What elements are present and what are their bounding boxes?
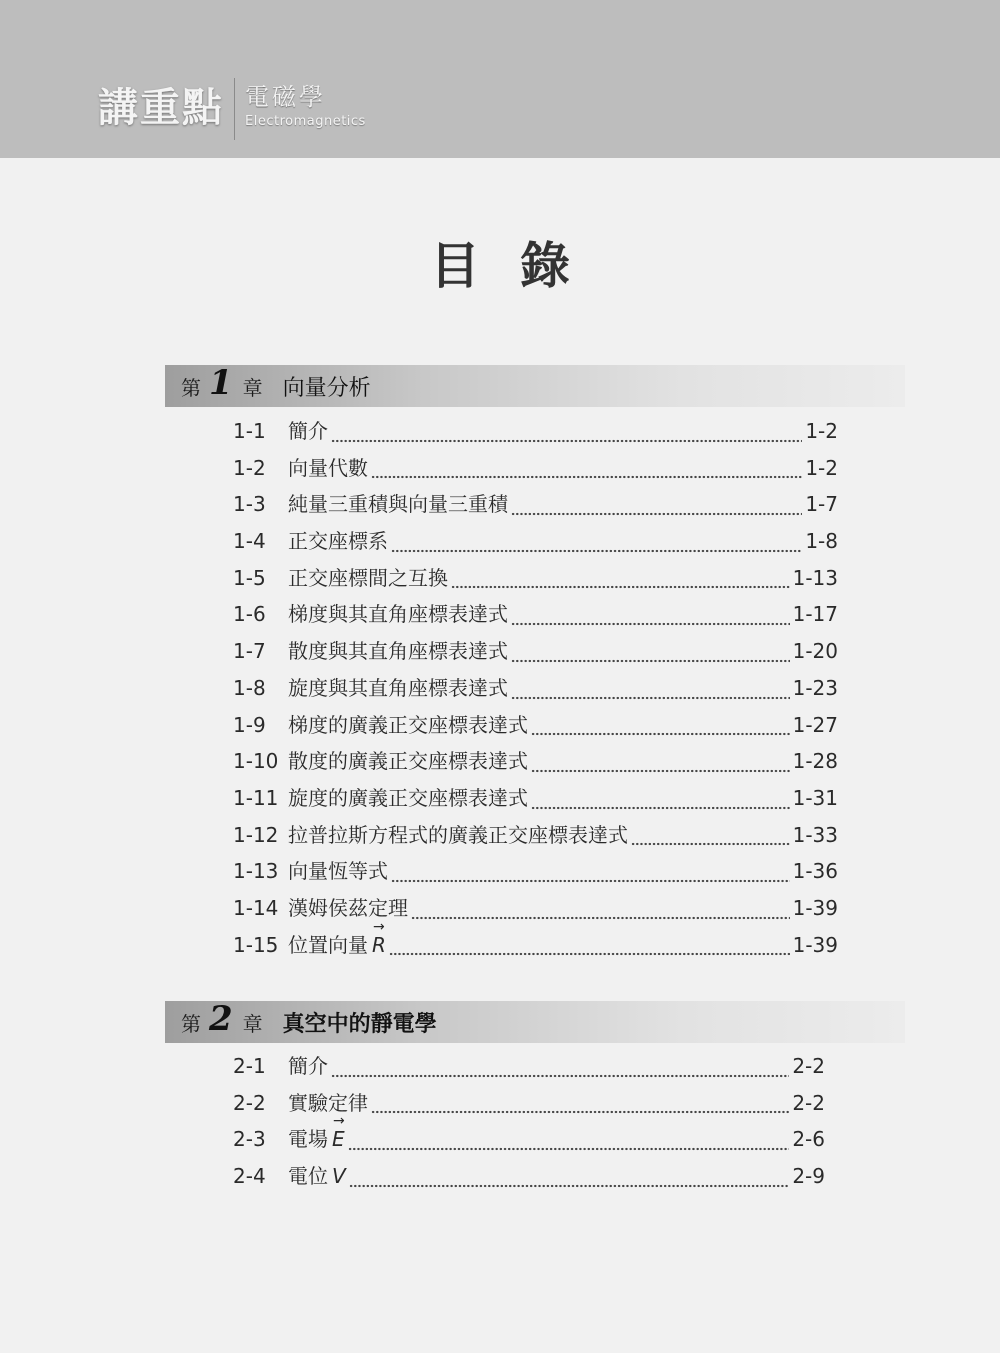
page-number: 1-17: [792, 602, 838, 627]
section-math-symbol: → R: [372, 933, 386, 957]
leader-dots: [391, 879, 790, 883]
toc-entry[interactable]: [233, 525, 838, 562]
page-number: 1-8: [805, 529, 838, 554]
section-number: 1-2: [233, 455, 266, 480]
section-title: [288, 488, 508, 517]
series-title: 講重點: [98, 84, 224, 131]
page-number: 1-39: [792, 895, 838, 920]
toc-entry[interactable]: [233, 855, 838, 892]
section-number: 2-1: [233, 1054, 266, 1078]
section-title: [288, 709, 528, 738]
section-title-text: 拉普拉斯方程式的廣義正交座標表達式: [288, 822, 628, 847]
chapter-title: 真空中的靜電學: [282, 1011, 437, 1037]
section-title: [288, 892, 408, 921]
leader-dots: [451, 585, 790, 589]
section-number: 1-10: [233, 749, 279, 774]
toc-entry[interactable]: [233, 1087, 825, 1124]
toc-entry[interactable]: [233, 929, 838, 966]
leader-dots: [348, 1147, 790, 1151]
section-number: 1-9: [233, 712, 266, 737]
book-title-chinese: 電磁學: [245, 83, 326, 111]
section-number: 1-13: [233, 859, 279, 884]
leader-dots: [391, 549, 802, 553]
section-title: [288, 635, 508, 664]
chapter-1-section-list: [233, 415, 838, 965]
section-title: [288, 745, 528, 774]
chapter-number: 1: [209, 363, 233, 403]
page-number: 1-23: [792, 675, 838, 700]
book-title: [245, 78, 366, 129]
page-number: 2-9: [792, 1164, 825, 1189]
section-number: 1-15: [233, 932, 279, 957]
toc-entry[interactable]: [233, 598, 838, 635]
toc-entry[interactable]: [233, 635, 838, 672]
section-title: [288, 819, 628, 848]
brand-divider: [234, 78, 235, 140]
chapter-suffix: 章: [242, 375, 263, 400]
section-number: 1-1: [233, 419, 266, 443]
section-title-text: 向量恆等式: [288, 859, 388, 884]
toc-entry[interactable]: [233, 562, 838, 599]
page-header: [0, 0, 1000, 158]
brand-logo: [90, 78, 366, 142]
page-number: 1-13: [792, 565, 838, 590]
page-number: 1-20: [792, 639, 838, 664]
section-title: [288, 415, 328, 444]
leader-dots: [631, 842, 790, 846]
section-number: 1-11: [233, 785, 279, 810]
leader-dots: [531, 769, 790, 773]
section-number: 1-6: [233, 602, 266, 627]
section-title-text: 正交座標系: [288, 529, 388, 554]
leader-dots: [511, 696, 790, 700]
book-title-english: Electromagnetics: [245, 114, 366, 129]
section-number: 1-5: [233, 565, 266, 590]
chapter-prefix: 第: [181, 1011, 201, 1036]
toc-entry[interactable]: [233, 1050, 825, 1087]
section-number: 2-2: [233, 1090, 266, 1115]
leader-dots: [331, 439, 802, 443]
page-number: 1-2: [805, 419, 838, 443]
section-title: [288, 672, 508, 701]
section-title: [288, 929, 386, 958]
page-number: 1-36: [792, 859, 838, 884]
section-number: 1-14: [233, 895, 279, 920]
page-number: 1-28: [792, 749, 838, 774]
section-title-text: 純量三重積與向量三重積: [288, 492, 508, 517]
toc-entry[interactable]: [233, 488, 838, 525]
section-number: 1-12: [233, 822, 279, 847]
section-title-text: 梯度的廣義正交座標表達式: [288, 712, 528, 737]
page-title: 目錄: [430, 236, 610, 295]
chapter-title: 向量分析: [282, 375, 371, 401]
page-number: 1-27: [792, 712, 838, 737]
section-title: [288, 855, 388, 884]
chapter-prefix: 第: [181, 375, 201, 400]
toc-entry[interactable]: [233, 415, 838, 452]
page-number: 2-2: [792, 1090, 825, 1115]
page-number: 1-39: [792, 932, 838, 957]
section-title-text: 電場: [288, 1127, 328, 1152]
section-title-text: 散度與其直角座標表達式: [288, 639, 508, 664]
section-title-text: 向量代數: [288, 455, 368, 480]
toc-entry[interactable]: [233, 672, 838, 709]
page-number: 2-2: [792, 1054, 825, 1078]
leader-dots: [371, 475, 802, 479]
section-title-text: 實驗定律: [288, 1090, 368, 1115]
leader-dots: [531, 806, 790, 810]
page-number: 1-31: [792, 785, 838, 810]
leader-dots: [371, 1110, 789, 1114]
section-title-text: 旋度的廣義正交座標表達式: [288, 785, 528, 810]
section-number: 2-3: [233, 1127, 266, 1152]
toc-entry[interactable]: [233, 819, 838, 856]
section-title-text: 簡介: [288, 419, 328, 443]
leader-dots: [511, 659, 790, 663]
chapter-suffix: 章: [242, 1011, 263, 1036]
leader-dots: [511, 512, 802, 516]
section-number: 1-4: [233, 529, 266, 554]
toc-entry[interactable]: [233, 452, 838, 489]
section-title-text: 正交座標間之互換: [288, 565, 448, 590]
section-title: [288, 525, 388, 554]
section-title-text: 漢姆侯茲定理: [288, 895, 408, 920]
chapter-heading: [165, 365, 905, 407]
section-math-symbol: V: [332, 1164, 346, 1189]
chapter-number: 2: [209, 999, 233, 1039]
section-title: [288, 1160, 346, 1189]
section-title-text: 散度的廣義正交座標表達式: [288, 749, 528, 774]
section-title: [288, 782, 528, 811]
toc-entry[interactable]: [233, 892, 838, 929]
chapter-heading: [165, 1001, 905, 1043]
toc-entry[interactable]: [233, 1123, 825, 1160]
page-number: 2-6: [792, 1127, 825, 1152]
page-number: 1-7: [805, 492, 838, 517]
chapter-2-section-list: [233, 1050, 825, 1197]
toc-entry[interactable]: [233, 709, 838, 746]
leader-dots: [511, 622, 790, 626]
section-math-symbol: → E: [332, 1127, 345, 1151]
section-title: [288, 1087, 368, 1116]
section-title-text: 梯度與其直角座標表達式: [288, 602, 508, 627]
section-title: [288, 1123, 345, 1152]
toc-entry[interactable]: [233, 745, 838, 782]
section-title: [288, 598, 508, 627]
section-title-text: 電位: [288, 1164, 328, 1189]
section-title-text: 簡介: [288, 1054, 328, 1078]
page-number: 1-2: [805, 455, 838, 480]
section-title: [288, 1050, 328, 1079]
leader-dots: [411, 916, 790, 920]
section-number: 1-3: [233, 492, 266, 517]
page-number: 1-33: [792, 822, 838, 847]
section-title-text: 位置向量: [288, 932, 368, 957]
leader-dots: [389, 952, 790, 956]
toc-entry[interactable]: [233, 1160, 825, 1197]
section-title: [288, 452, 368, 481]
section-title: [288, 562, 448, 591]
section-title-text: 旋度與其直角座標表達式: [288, 675, 508, 700]
section-number: 1-7: [233, 639, 266, 664]
section-number: 2-4: [233, 1164, 266, 1189]
leader-dots: [531, 732, 790, 736]
leader-dots: [349, 1184, 790, 1188]
leader-dots: [331, 1074, 789, 1078]
toc-entry[interactable]: [233, 782, 838, 819]
section-number: 1-8: [233, 675, 266, 700]
